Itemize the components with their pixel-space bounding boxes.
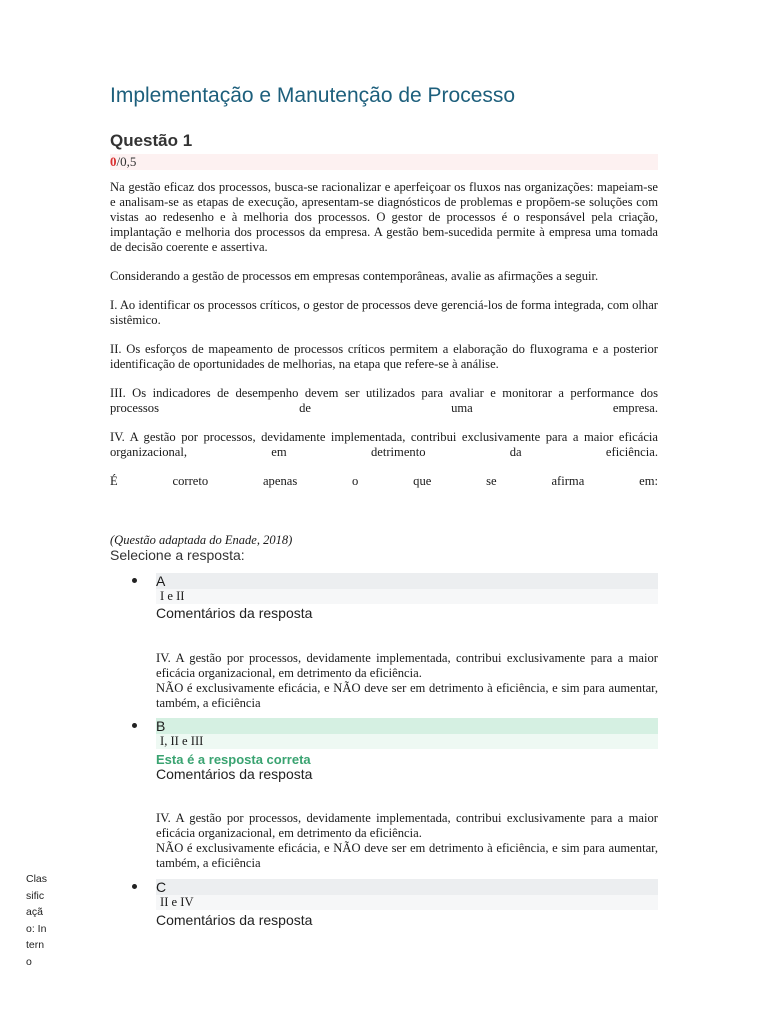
select-answer-prompt: Selecione a resposta: <box>110 547 245 563</box>
response-comment: IV. A gestão por processos, devidamente implementada, contribui exclusivamente para a maior eficácia organizacional, em detrimento da eficiência. NÃO é exclusivamente eficácia, e NÃO deve ser em detrimento à eficiência, e sim para aumentar, também, a eficiência <box>156 811 658 870</box>
question-prompt: É correto apenas o que se afirma em: <box>110 474 658 488</box>
option-answer: II e IV <box>156 895 658 910</box>
statement-iii: III. Os indicadores de desempenho devem ser utilizados para avaliar e monitorar a performance dos processos de uma empresa. <box>110 386 658 415</box>
score-obtained: 0 <box>110 154 117 169</box>
bullet-icon <box>132 884 137 889</box>
comment-label: Comentários da resposta <box>156 605 313 621</box>
question-paragraph: Considerando a gestão de processos em empresas contemporâneas, avalie as afirmações a seguir. <box>110 269 599 283</box>
comment-label: Comentários da resposta <box>156 912 313 928</box>
statement-ii: II. Os esforços de mapeamento de processos críticos permitem a elaboração do fluxograma e a posterior identificação de oportunidades de melhorias, na etapa que refere-se à análise. <box>110 342 658 371</box>
option-letter: B <box>156 718 658 734</box>
score-max: /0,5 <box>116 154 137 169</box>
question-score <box>110 154 658 170</box>
correct-answer-badge: Esta é a resposta correta <box>156 752 311 767</box>
page-title: Implementação e Manutenção de Processo <box>110 84 516 107</box>
bullet-icon <box>132 578 137 583</box>
question-heading: Questão 1 <box>110 131 193 150</box>
response-comment: IV. A gestão por processos, devidamente implementada, contribui exclusivamente para a maior eficácia organizacional, em detrimento da eficiência. NÃO é exclusivamente eficácia, e NÃO deve ser em detrimento à eficiência, e sim para aumentar, também, a eficiência <box>156 651 658 710</box>
statement-iv: IV. A gestão por processos, devidamente implementada, contribui exclusivamente para a maior eficácia organizacional, em detrimento da eficiência. <box>110 430 658 459</box>
comment-label: Comentários da resposta <box>156 766 313 782</box>
statement-i: I. Ao identificar os processos críticos, o gestor de processos deve gerenciá-los de forma integrada, com olhar sistêmico. <box>110 298 658 327</box>
question-paragraph: Na gestão eficaz dos processos, busca-se racionalizar e aperfeiçoar os fluxos nas organizações: mapeiam-se e analisam-se as etapas de execução, apresentam-se diagnósticos de problemas e propõem-se soluções com vistas ao redesenho e à melhoria dos processos. O gestor de processos é o responsável pela criação, implantação e melhoria dos processos da empresa. A gestão bem-sucedida permite à empresa uma tomada de decisão coerente e assertiva. <box>110 180 658 254</box>
question-text <box>110 180 658 503</box>
option-answer: I, II e III <box>156 734 658 749</box>
option-letter: A <box>156 573 658 589</box>
classification-label: Classificação: Interno <box>26 873 48 968</box>
option-letter: C <box>156 879 658 895</box>
option-answer: I e II <box>156 589 658 604</box>
bullet-icon <box>132 723 137 728</box>
question-source: (Questão adaptada do Enade, 2018) <box>110 533 293 547</box>
